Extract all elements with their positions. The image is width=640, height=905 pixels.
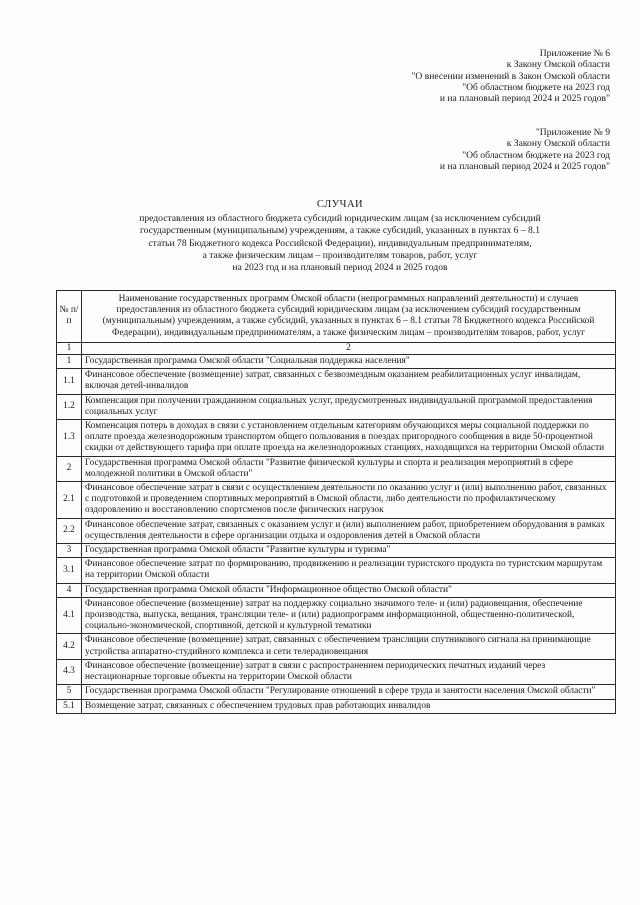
table-row	[57, 420, 616, 457]
document-subtitle-line: а также физическим лицам – производителям товаров, работ, услуг	[202, 249, 478, 261]
table-row	[57, 518, 616, 543]
row-number-cell: 5	[57, 685, 82, 699]
appendix-line: к Закону Омской области	[506, 138, 610, 150]
row-number-cell: 3	[57, 544, 82, 558]
row-number-cell: 2	[57, 456, 82, 481]
document-subtitle-line: статьи 78 Бюджетного кодекса Российской Федерации), индивидуальным предпринимателям,	[148, 237, 532, 249]
table-row	[57, 597, 616, 634]
row-text-cell: Компенсация при получении гражданином социальных услуг, предусмотренных индивидуальной программой предоставления социальных услуг	[82, 394, 616, 419]
table-body	[57, 342, 616, 713]
table-row	[57, 558, 616, 583]
row-number-cell: 4	[57, 583, 82, 597]
row-number-cell: 1	[57, 355, 82, 369]
row-text-cell: Финансовое обеспечение (возмещение) затрат, связанных с безвозмездным оказанием реабилитационных услуг инвалидам, включая детей-инвалидов	[82, 369, 616, 394]
table-index-row	[57, 342, 616, 354]
appendix-line: "Приложение № 9	[535, 127, 610, 138]
row-text-cell: Возмещение затрат, связанных с обеспечением трудовых прав работающих инвалидов	[82, 699, 616, 713]
document-subtitle-line: на 2023 год и на плановый период 2024 и 2025 годов	[232, 262, 448, 274]
row-number-cell: 4.3	[57, 659, 82, 684]
appendix-original-header	[440, 127, 610, 172]
row-number-cell: 1.1	[57, 369, 82, 394]
row-number-cell: 5.1	[57, 699, 82, 713]
index-cell: 2	[82, 342, 616, 354]
table-row	[57, 482, 616, 519]
row-text-cell: Финансовое обеспечение (возмещение) затрат в связи с распространением периодических печатных изданий через нестационарные торговые объекты на территории Омской области	[82, 659, 616, 684]
header-num-cell: № п/п	[57, 291, 82, 343]
row-text-cell: Финансовое обеспечение затрат, связанных с оказанием услуг и (или) выполнением работ, приобретением оборудования в рамках осуществления деятельности в сфере организации отдыха и оздоровления детей в Омской области	[82, 518, 616, 543]
document-title: СЛУЧАИ	[316, 199, 364, 210]
appendix-line: и на плановый период 2024 и 2025 годов"	[439, 93, 610, 105]
appendix-line: "О внесении изменений в Закон Омской области	[411, 70, 610, 82]
row-number-cell: 2.2	[57, 518, 82, 543]
row-number-cell: 2.1	[57, 482, 82, 519]
table-row	[57, 355, 616, 369]
document-subtitle-line: государственным (муниципальным) учреждениям, а также субсидий, указанных в пунктах 6 – 8.1	[139, 225, 541, 237]
table-row	[57, 685, 616, 699]
row-number-cell: 4.2	[57, 634, 82, 659]
row-text-cell: Государственная программа Омской области "Регулирование отношений в сфере труда и занятости населения Омской области"	[82, 685, 616, 699]
document-subtitle-line: предоставления из областного бюджета субсидий юридическим лицам (за исключением субсидий	[139, 213, 541, 224]
appendix-line: "Об областном бюджете на 2023 год	[462, 81, 610, 93]
table-row	[57, 544, 616, 558]
table-row	[57, 659, 616, 684]
row-text-cell: Государственная программа Омской области "Информационное общество Омской области"	[82, 583, 616, 597]
row-text-cell: Финансовое обеспечение (возмещение) затрат на поддержку социально значимого теле- и (или) радиовещания, обеспечение производства, выпуска, вещания, трансляции теле- и (или) радиопрограмм информационной, общественно-политической, социально-экономической, спортивной, детской и культурной тематики	[82, 597, 616, 634]
appendix-line: "Об областном бюджете на 2023 год	[462, 149, 610, 161]
row-number-cell: 4.1	[57, 597, 82, 634]
header-name-cell: Наименование государственных программ Омской области (непрограммных направлений деятельности) и случаев предоставления из областного бюджета субсидий юридическим лицам (за исключением субсидий государственным (муниципальным) учреждениям, а также субсидий, указанных в пунктах 6 – 8.1 статьи 78 Бюджетного кодекса Российской Федерации), индивидуальным предпринимателям, а также физическим лицам – производителям товаров, работ, услуг	[82, 291, 616, 343]
row-text-cell: Финансовое обеспечение затрат по формированию, продвижению и реализации туристского продукта по туристским маршрутам на территории Омской области	[82, 558, 616, 583]
row-number-cell: 1.3	[57, 420, 82, 457]
document-title-block	[60, 199, 620, 274]
row-text-cell: Государственная программа Омской области "Развитие физической культуры и спорта и реализация мероприятий в сфере молодежной политики в Омской области"	[82, 456, 616, 481]
table-row	[57, 634, 616, 659]
appendix-line: к Закону Омской области	[506, 59, 610, 71]
row-text-cell: Компенсация потерь в доходах в связи с установлением отдельным категориям обучающихся меры социальной поддержки по оплате проезда железнодорожным транспортом общего пользования в поездах пригородного сообщения в виде 50-процентной скидки от действующего тарифа при оплате проезда на железнодорожных станциях, находящихся на территории Омской области	[82, 420, 616, 457]
appendix-current-header	[412, 48, 610, 104]
row-text-cell: Финансовое обеспечение (возмещение) затрат, связанных с обеспечением трансляции спутникового сигнала на принимающие устройства аппаратно-студийного комплекса и сети телерадиовещания	[82, 634, 616, 659]
index-cell: 1	[57, 342, 82, 354]
table-row	[57, 456, 616, 481]
table-row	[57, 394, 616, 419]
row-text-cell: Государственная программа Омской области "Социальная поддержка населения"	[82, 355, 616, 369]
row-text-cell: Финансовое обеспечение затрат в связи с осуществлением деятельности по оказанию услуг и (или) выполнению работ, связанных с подготовкой и проведением спортивных мероприятий в Омской области, либо деятельности по профилактическому оздоровлению и восстановлению спортсменов после физических нагрузок	[82, 482, 616, 519]
subsidy-cases-table	[56, 290, 616, 714]
row-number-cell: 1.2	[57, 394, 82, 419]
table-row	[57, 583, 616, 597]
appendix-line: Приложение № 6	[539, 48, 610, 59]
table-row	[57, 369, 616, 394]
appendix-line: и на плановый период 2024 и 2025 годов"	[439, 160, 610, 172]
row-number-cell: 3.1	[57, 558, 82, 583]
table-header-row	[57, 291, 616, 343]
table-row	[57, 699, 616, 713]
row-text-cell: Государственная программа Омской области "Развитие культуры и туризма"	[82, 544, 616, 558]
